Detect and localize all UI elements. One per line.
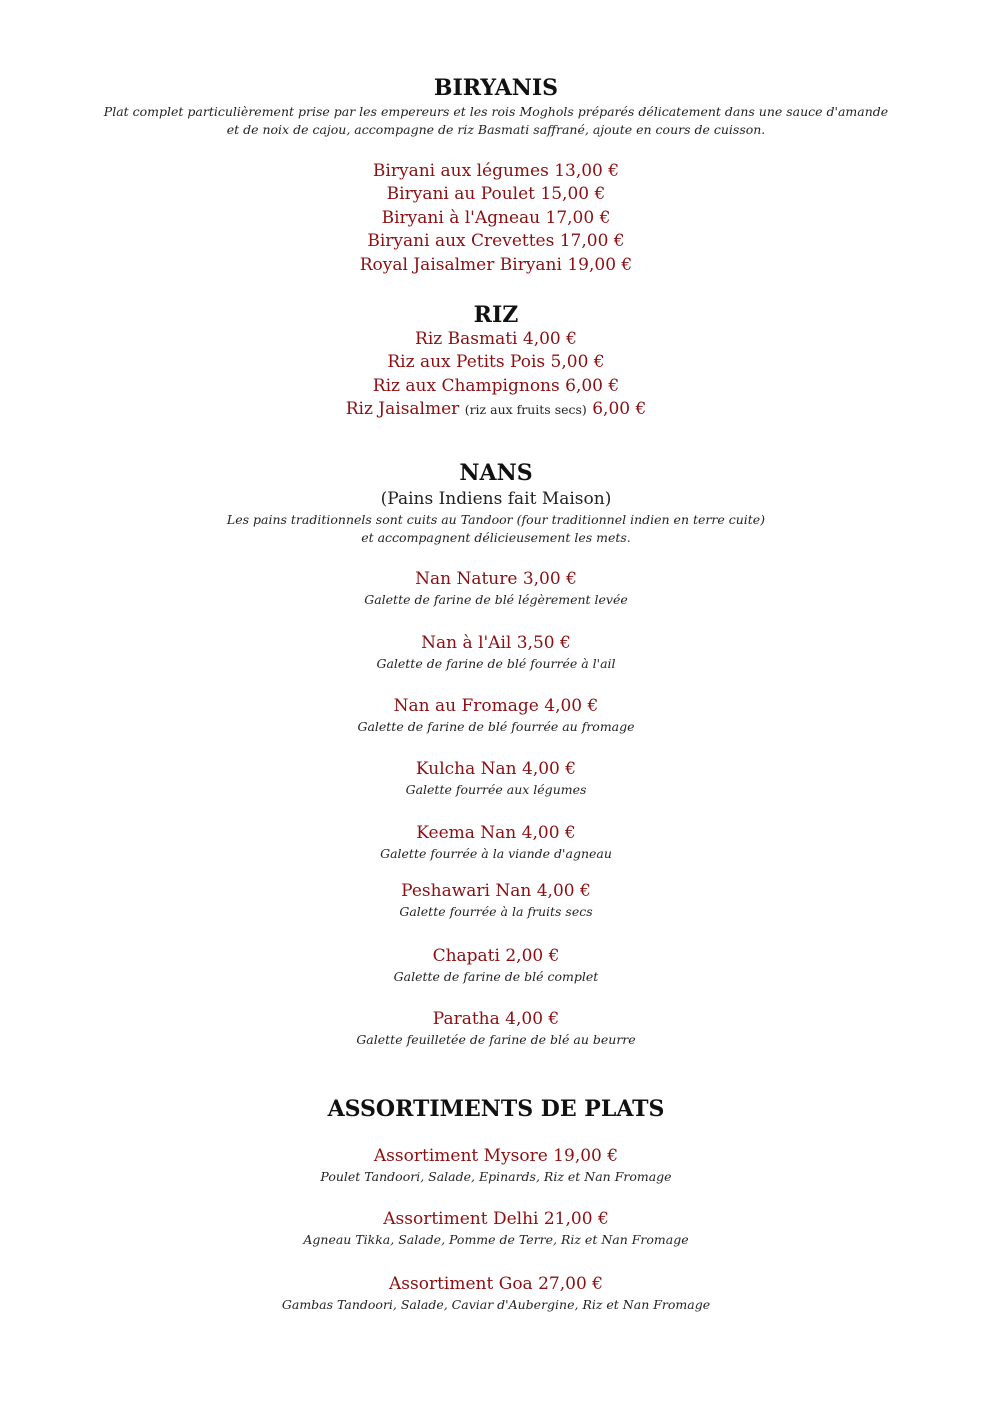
nan-item-desc: Galette de farine de blé complet [393, 969, 599, 985]
assortiment-item-desc: Agneau Tikka, Salade, Pomme de Terre, Riz et Nan Fromage [303, 1232, 689, 1248]
nan-item-name: Kulcha Nan 4,00 € [415, 759, 577, 779]
biryani-item: Biryani à l'Agneau 17,00 € [381, 207, 611, 228]
nan-item-desc: Galette de farine de blé fourrée à l'ail [376, 656, 616, 672]
nan-entry [60, 822, 932, 863]
riz-item: Riz Basmati 4,00 € [415, 329, 577, 349]
assortiment-item-desc: Poulet Tandoori, Salade, Epinards, Riz et Nan Fromage [320, 1169, 672, 1185]
nan-item-desc: Galette feuilletée de farine de blé au beurre [356, 1032, 636, 1048]
biryani-item: Biryani au Poulet 15,00 € [386, 184, 606, 205]
nan-entry [60, 568, 932, 609]
nan-entry [60, 1008, 932, 1049]
nan-item-name: Nan au Fromage 4,00 € [393, 696, 599, 716]
riz-jaisalmer-name: Riz Jaisalmer [345, 399, 460, 420]
nan-entry [60, 632, 932, 673]
biryanis-intro-line-1: Plat complet particulièrement prise par les empereurs et les rois Moghols préparés délicatement dans une sauce d'amande [103, 104, 889, 119]
nans-intro-line-1: Les pains traditionnels sont cuits au Tandoor (four traditionnel indien en terre cuite) [226, 512, 766, 527]
biryani-item: Biryani aux légumes 13,00 € [372, 161, 620, 181]
nan-item-name: Nan à l'Ail 3,50 € [421, 633, 571, 653]
nan-item-desc: Galette fourrée à la viande d'agneau [380, 846, 612, 862]
assortiment-entry [60, 1208, 932, 1249]
nans-heading: NANS [459, 460, 533, 486]
nan-item-name: Paratha 4,00 € [432, 1009, 560, 1029]
riz-heading: RIZ [473, 302, 519, 328]
nans-subtitle: (Pains Indiens fait Maison) [380, 489, 612, 509]
biryani-item: Royal Jaisalmer Biryani 19,00 € [359, 254, 633, 275]
assortiment-item-name: Assortiment Delhi 21,00 € [383, 1209, 609, 1229]
assortiment-entry [60, 1273, 932, 1314]
nan-item-name: Chapati 2,00 € [432, 946, 560, 966]
nan-item-name: Peshawari Nan 4,00 € [401, 881, 591, 901]
nan-item-name: Keema Nan 4,00 € [416, 823, 576, 843]
assortiment-item-name: Assortiment Mysore 19,00 € [373, 1146, 619, 1166]
nan-item-desc: Galette fourrée à la fruits secs [399, 904, 593, 920]
assortiments-heading: ASSORTIMENTS DE PLATS [327, 1096, 665, 1122]
riz-list [60, 328, 932, 422]
riz-item: Riz aux Petits Pois 5,00 € [387, 352, 605, 373]
nan-entry [60, 695, 932, 736]
riz-jaisalmer-price: 6,00 € [592, 399, 647, 420]
riz-jaisalmer-note: (riz aux fruits secs) [464, 402, 587, 418]
nan-entry [60, 880, 932, 921]
riz-item: Riz aux Champignons 6,00 € [372, 375, 620, 396]
nan-entry [60, 945, 932, 986]
nan-item-desc: Galette fourrée aux légumes [405, 782, 587, 798]
nan-item-name: Nan Nature 3,00 € [415, 569, 577, 589]
biryani-item: Biryani aux Crevettes 17,00 € [367, 231, 625, 252]
riz-item-jaisalmer [60, 398, 932, 421]
biryanis-list [60, 160, 932, 277]
assortiment-entry [60, 1145, 932, 1186]
nan-entry [60, 758, 932, 799]
nan-item-desc: Galette de farine de blé fourrée au fromage [357, 719, 635, 735]
biryanis-intro [60, 103, 932, 139]
assortiment-item-name: Assortiment Goa 27,00 € [389, 1274, 603, 1294]
biryanis-intro-line-2: et de noix de cajou, accompagne de riz Basmati saffrané, ajoute en cours de cuisson. [226, 122, 766, 137]
nan-item-desc: Galette de farine de blé légèrement levée [364, 592, 628, 608]
assortiment-item-desc: Gambas Tandoori, Salade, Caviar d'Aubergine, Riz et Nan Fromage [281, 1297, 711, 1313]
nans-intro-line-2: et accompagnent délicieusement les mets. [361, 530, 631, 545]
biryanis-heading: BIRYANIS [433, 75, 559, 101]
nans-intro [60, 511, 932, 547]
